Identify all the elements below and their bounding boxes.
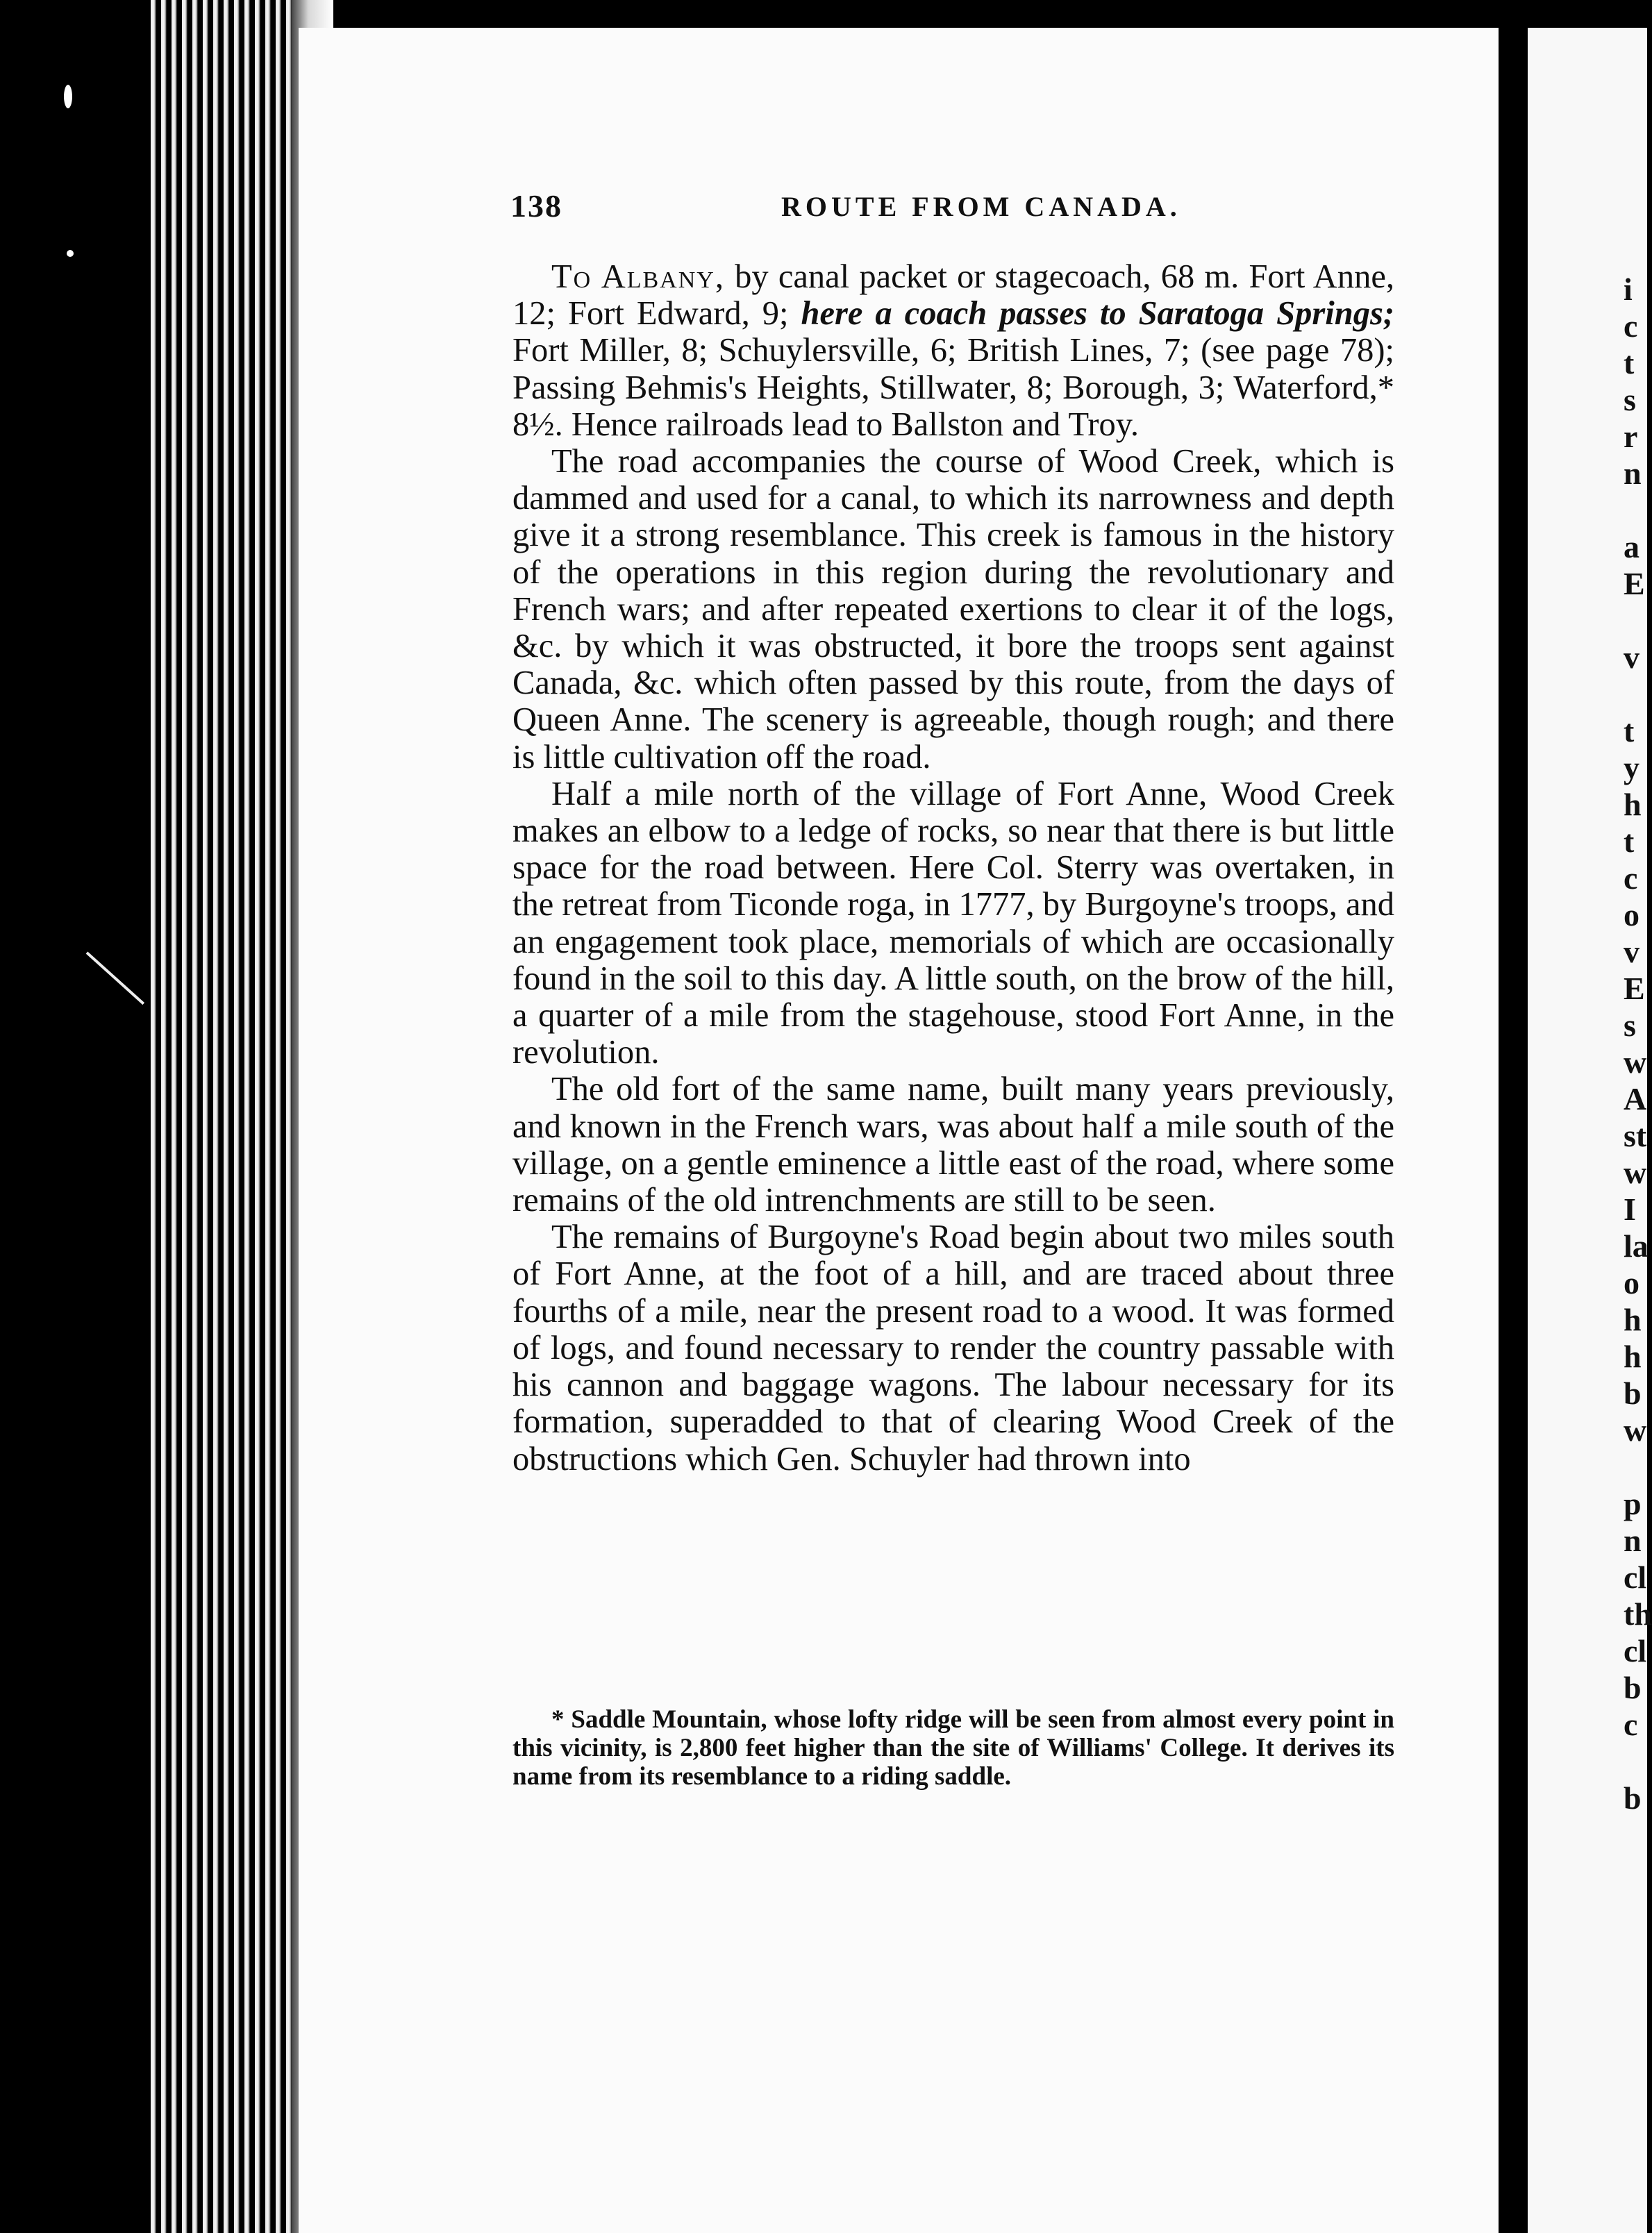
- page-number: 138: [510, 188, 562, 224]
- running-header: [510, 187, 1392, 236]
- facing-page-fragment: v: [1624, 934, 1640, 969]
- facing-page-fragment: c: [1624, 860, 1638, 896]
- scan-speck: [67, 250, 74, 257]
- facing-page-fragment: n: [1624, 455, 1642, 491]
- facing-page-text: [1624, 271, 1651, 1816]
- facing-page-fragment: o: [1624, 897, 1640, 932]
- facing-page-fragment: v: [1624, 639, 1640, 675]
- footnote-text: * Saddle Mountain, whose lofty ridge will be seen from almost every point in this vicinity, is 2,800 feet higher than the site of Williams' College. It derives its name from its resemblance to a riding saddle.: [512, 1705, 1394, 1791]
- facing-page-fragment: p: [1624, 1486, 1642, 1521]
- paragraph: The remains of Burgoyne's Road begin about two miles south of Fort Anne, at the foot of a hill, and are traced about three fourths of a mile, near the present road to a wood. It was formed of logs, and found necessary to render the country passable with his cannon and baggage wagons. The labour necessary for its formation, superadded to that of clearing Wood Creek of the obstructions which Gen. Schuyler had thrown into: [512, 1219, 1394, 1478]
- facing-page-fragment: n: [1624, 1523, 1642, 1558]
- facing-page-fragment: y: [1624, 750, 1640, 785]
- facing-page-fragment: t: [1624, 345, 1635, 380]
- paragraph: The old fort of the same name, built many years previously, and known in the French wars, was about half a mile south of the village, on a gentle eminence a little east of the road, where some remains of the old intrenchments are still to be seen.: [512, 1071, 1394, 1219]
- book-page-edges: [0, 0, 326, 2233]
- facing-page-fragment: b: [1624, 1780, 1642, 1816]
- facing-page-fragment: b: [1624, 1375, 1642, 1411]
- facing-page-fragment: w: [1624, 1412, 1647, 1448]
- facing-page-fragment: st: [1624, 1118, 1647, 1153]
- facing-page-fragment: la: [1624, 1228, 1649, 1264]
- facing-page-fragment: h: [1624, 1339, 1642, 1374]
- italic-note: here a coach passes to Saratoga Springs;: [801, 295, 1394, 333]
- facing-page-fragment: [1624, 492, 1651, 528]
- scan-speck: [64, 85, 72, 108]
- footnote: [512, 1705, 1394, 1791]
- facing-page-fragment: b: [1624, 1670, 1642, 1705]
- facing-page-fragment: I: [1624, 1191, 1636, 1227]
- facing-page-fragment: th: [1624, 1596, 1652, 1632]
- facing-page-fragment: s: [1624, 1007, 1636, 1043]
- facing-page-fragment: i: [1624, 271, 1633, 307]
- facing-page-fragment: t: [1624, 713, 1635, 748]
- paragraph: [512, 258, 1394, 443]
- facing-page-fragment: c: [1624, 308, 1638, 344]
- facing-page-fragment: A: [1624, 1081, 1647, 1116]
- facing-page-fragment: h: [1624, 787, 1642, 822]
- facing-page-fragment: r: [1624, 419, 1638, 454]
- paragraph: Half a mile north of the village of Fort Anne, Wood Creek makes an elbow to a ledge of rocks, so near that there is but little space for the road between. Here Col. Sterry was overtaken, in the retreat from Ticonde roga, in 1777, by Burgoyne's troops, and an engagement took place, memorials of which are occasionally found in the soil to this day. A little south, on the brow of the hill, a quarter of a mile from the stagehouse, stood Fort Anne, in the revolution.: [512, 775, 1394, 1071]
- facing-page-fragment: w: [1624, 1044, 1647, 1080]
- facing-page-fragment: t: [1624, 823, 1635, 859]
- paragraph-text: by canal packet or stagecoach, 68 m. Fort Anne, 12; Fort Edward, 9;: [512, 258, 1394, 333]
- paragraph-text: Fort Miller, 8; Schuylersville, 6; British Lines, 7; (see page 78); Passing Behmis's Heights, Stillwater, 8; Borough, 3; Waterford,* 8½. Hence railroads lead to Ballston and Troy.: [512, 332, 1394, 443]
- facing-page-fragment: E: [1624, 971, 1645, 1006]
- body-text: [512, 258, 1394, 1478]
- facing-page-fragment: E: [1624, 566, 1645, 601]
- facing-page-fragment: o: [1624, 1265, 1640, 1301]
- facing-page-fragment: [1624, 676, 1651, 712]
- paragraph: The road accompanies the course of Wood Creek, which is dammed and used for a canal, to which its narrowness and depth give it a strong resemblance. This creek is famous in the history of the operations in this region during the revolutionary and French wars; and after repeated exertions to clear it of the logs, &c. by which it was obstructed, it bore the troops sent against Canada, &c. which often passed by this route, from the days of Queen Anne. The scenery is agreeable, though rough; and there is little cultivation off the road.: [512, 443, 1394, 776]
- page-gutter: [1499, 0, 1529, 2233]
- facing-page-fragment: a: [1624, 529, 1640, 564]
- facing-page-fragment: s: [1624, 382, 1636, 417]
- lead-in: To Albany,: [551, 258, 725, 295]
- facing-page-fragment: [1624, 602, 1651, 639]
- facing-page-fragment: [1624, 1743, 1651, 1780]
- facing-page-fragment: c: [1624, 1707, 1638, 1742]
- facing-page-fragment: h: [1624, 1302, 1642, 1337]
- facing-page-fragment: cl: [1624, 1633, 1647, 1669]
- running-title: ROUTE FROM CANADA.: [781, 191, 1181, 222]
- facing-page-fragment: [1624, 1448, 1651, 1485]
- facing-page-fragment: w: [1624, 1155, 1647, 1190]
- facing-page-fragment: cl: [1624, 1559, 1647, 1595]
